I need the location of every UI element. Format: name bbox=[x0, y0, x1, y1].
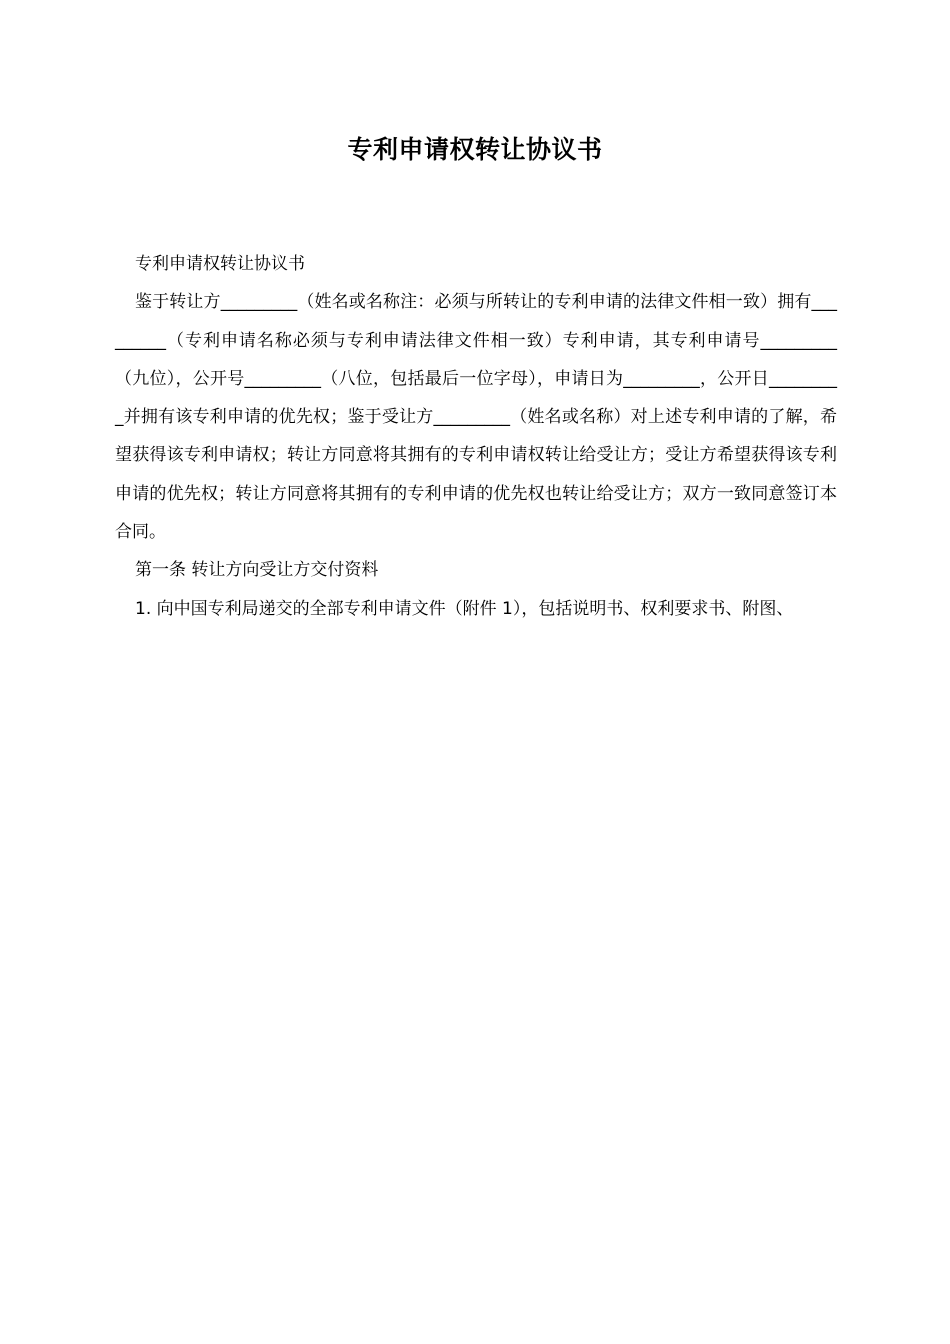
article-one-item-1: 1. 向中国专利局递交的全部专利申请文件（附件 1），包括说明书、权利要求书、附图、 bbox=[135, 598, 794, 619]
article-one-heading: 第一条 转让方向受让方交付资料 bbox=[135, 560, 379, 581]
document-title: 专利申请权转让协议书 bbox=[347, 135, 603, 164]
document-body bbox=[115, 245, 837, 628]
preamble-paragraph: 鉴于转让方_________（姓名或名称注：必须与所转让的专利申请的法律文件相一致）拥有_________（专利申请名称必须与专利申请法律文件相一致）专利申请，其专利申请号_________（九位），公开号_________（八位，包括最后一位字母），申请日为_________，公开日_________并拥有该专利申请的优先权；鉴于受让方_________（姓名或名称）对上述专利申请的了解，希望获得该专利申请权；转让方同意将其拥有的专利申请权转让给受让方；受让方希望获得该专利申请的优先权；转让方同意将其拥有的专利申请的优先权也转让给受让方；双方一致同意签订本合同。 bbox=[115, 292, 837, 543]
subtitle-paragraph: 专利申请权转让协议书 bbox=[135, 254, 305, 274]
